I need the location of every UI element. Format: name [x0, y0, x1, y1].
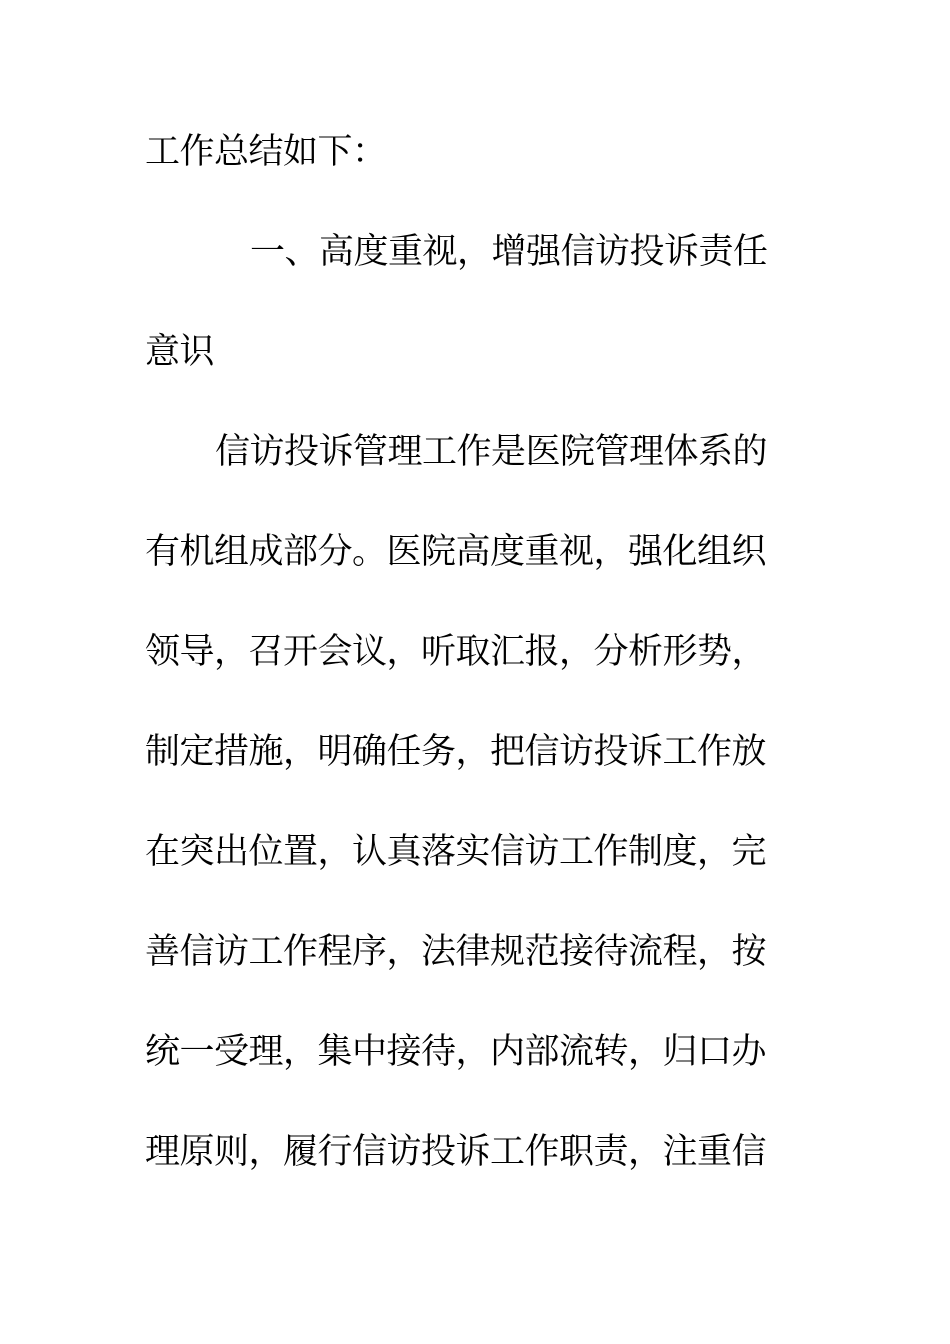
paragraph-line: 在突出位置，认真落实信访工作制度，完 [145, 832, 767, 872]
section-heading: 一、高度重视，增强信访投诉责任 [250, 232, 768, 272]
text-line: 工作总结如下： [145, 132, 387, 172]
paragraph-line: 善信访工作程序，法律规范接待流程，按 [145, 932, 767, 972]
paragraph-line: 领导，召开会议，听取汇报，分析形势， [145, 632, 767, 672]
paragraph-line: 理原则，履行信访投诉工作职责，注重信 [145, 1132, 767, 1172]
section-heading-continuation: 意识 [145, 332, 215, 372]
paragraph-line: 统一受理，集中接待，内部流转，归口办 [145, 1032, 767, 1072]
paragraph-line: 制定措施，明确任务，把信访投诉工作放 [145, 732, 767, 772]
paragraph-line: 有机组成部分。医院高度重视，强化组织 [145, 532, 767, 572]
paragraph-first-line: 信访投诉管理工作是医院管理体系的 [215, 432, 768, 472]
